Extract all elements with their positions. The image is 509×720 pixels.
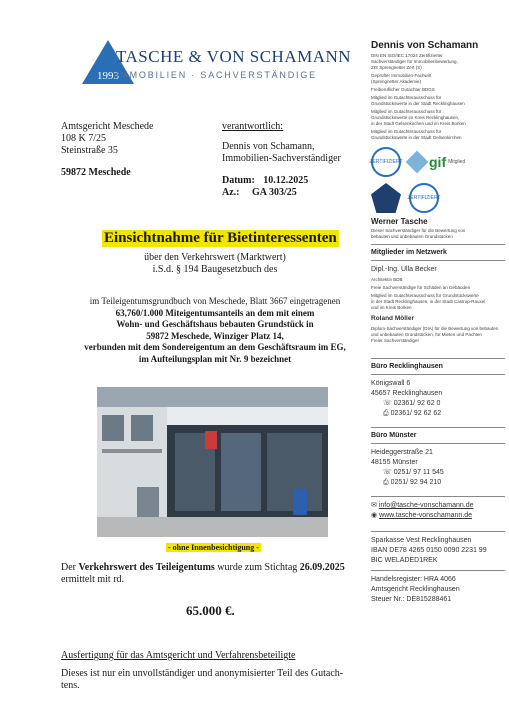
- subtitle-line-2: i.S.d. § 194 Baugesetzbuch des: [152, 264, 278, 275]
- property-photo-drawing: [97, 387, 328, 537]
- globe-icon: ◉: [371, 512, 378, 519]
- court-name: Amtsgericht Meschede: [61, 121, 154, 132]
- office2-phone: ☏ 0251/ 97 11 545: [383, 469, 444, 476]
- doc-reference: Az.: GA 303/25: [222, 187, 297, 198]
- desc-line-1: im Teileigentumsgrundbuch von Meschede, Blatt 3667 eingetragenen: [89, 296, 341, 306]
- network-heading: Mitglieder im Netzwerk: [371, 249, 447, 256]
- email-link[interactable]: ✉ info@tasche-vonschamann.de: [371, 502, 474, 509]
- title-sub: [60, 252, 370, 276]
- certification-seal-icon: ZERTIFIZIERT: [371, 147, 401, 177]
- responsible-role: Immobilien-Sachverständiger: [222, 153, 341, 164]
- seals-row-2: [371, 183, 505, 213]
- phone-icon: ☏: [383, 400, 392, 407]
- court-city: 59872 Meschede: [61, 167, 131, 178]
- market-value: 65.000 €.: [186, 603, 235, 618]
- note-line-1: Dieses ist nur ein unvollständiger und anonymisierter Teil des Gutach-: [61, 668, 344, 679]
- member-2: Roland Möller: [371, 315, 414, 322]
- sidebar-werner: Werner Tasche: [371, 217, 428, 226]
- court-address: [61, 121, 153, 179]
- desc-line-5: verbunden mit dem Sondereigentum an dem Geschäftsraum im EG,: [84, 342, 346, 352]
- subtitle-line-1: über den Verkehrswert (Marktwert): [144, 252, 286, 263]
- desc-line-3: Wohn- und Geschäftshaus bebauten Grundstück in: [116, 319, 314, 329]
- sidebar: Dennis von Schamann DIN EN ISO/IEC 17024 Zertifizierter Sachverständiger für Immobilienbewertung, ZIS Sprengnetter Zert (S) Geprüfter Immobilien-Fachwirt (Sprengnetter Akademie) Freiberuflicher Gutachter BDGS Mitglied im Gutachterausschuss für Grundstückswerte in der Stadt Recklinghausen Mitglied im Gutachterausschuss für Grundstückswerte im Kreis Recklinghausen, in der Stadt Gelsenkirchen und im Kreis Borken Mitglied im Gutachterausschuss für Grundstückswerte in der Stadt Gelsenkirchen ZERTIFIZIERT gif Mitglied ZERTIFIZIERT Werner Tasche Dieser Sachverständiger für die Bewertung von bebauten und unbebauten Grundstücken Mitglieder im Netzwerk Dipl.-Ing. Ulla Becker Architektin BDB Freie Sachverständige für Schäden an Gebäuden Mitglied im Gutachterausschuss für Grundstückswerte in der Stadt Recklinghausen, in der Stadt Castrop-Rauxel und im Kreis Borken Roland Möller Diplom-Sachverständiger (DIA) für die Bewertung von bebauten und unbebauten Grundstücken, für Mieten und Pachten Freier Sachverständiger Büro Recklinghausen Königswall 6 45657 Recklinghausen ☏ 02361/ 92 62 0 ⎙ 02361/ 92 62 62 Büro Münster Heideggerstraße 21 48155 Münster ☏ 0251/ 97 11 545 ⎙ 0251/ 92 94 210 ✉ info@tasche-vonschamann.de ◉ www.tasche-vonschamann.de Sparkasse Vest Recklinghausen IBAN DE78 4265 0150 0090 2231 99 BIC WELADED1REK Handelsregister: HRA 4066 Amtsgericht Recklinghausen Steuer Nr.: DE815288461: [371, 40, 505, 605]
- desc-line-2: 63,760/1.000 Miteigentumsanteils an dem mit einem: [115, 307, 315, 318]
- value-statement: Der Verkehrswert des Teileigentums wurde zum Stichtag 26.09.2025 ermittelt mit rd.: [61, 562, 361, 586]
- sidebar-name: Dennis von Schamann: [371, 40, 479, 51]
- office1-fax: ⎙ 02361/ 92 62 62: [383, 410, 442, 417]
- responsible-label: verantwortlich:: [222, 121, 284, 132]
- logo-name: TASCHE & VON SCHAMANN: [116, 47, 352, 66]
- value-statement-line-2: ermittelt mit rd.: [61, 574, 125, 585]
- gif-logo: gif Mitglied: [409, 154, 465, 170]
- doc-date: Datum: 10.12.2025: [222, 175, 309, 186]
- responsible-block: [222, 121, 341, 199]
- sidebar-credentials: DIN EN ISO/IEC 17024 Zertifizierter Sachverständiger für Immobilienbewertung, ZIS Sprengnetter Zert (S) Geprüfter Immobilien-Fachwirt (Sprengnetter Akademie) Freiberuflicher Gutachter BDGS Mitglied im Gutachterausschuss für Grundstückswerte in der Stadt Recklinghausen Mitglied im Gutachterausschuss für Grundstückswerte im Kreis Recklinghausen, in der Stadt Gelsenkirchen und im Kreis Borken Mitglied im Gutachterausschuss für Grundstückswerte in der Stadt Gelsenkirchen: [371, 53, 466, 140]
- copy-note: Ausfertigung für das Amtsgericht und Verfahrensbeteiligte: [61, 650, 296, 661]
- fax-icon: ⎙: [383, 410, 389, 417]
- anonymized-note: [61, 668, 361, 692]
- desc-line-4: 59872 Meschede, Winziger Platz 14,: [146, 330, 284, 341]
- office2-fax: ⎙ 0251/ 92 94 210: [383, 479, 442, 486]
- office1-phone: ☏ 02361/ 92 62 0: [383, 400, 441, 407]
- note-line-2: tens.: [61, 680, 80, 691]
- cube-icon: [406, 151, 429, 174]
- email-icon: ✉: [371, 502, 377, 509]
- logo-subtitle: IMMOBILIEN · SACHVERSTÄNDIGE: [116, 70, 317, 80]
- member-1: Dipl.-Ing. Ulla Becker: [371, 266, 437, 273]
- web-link[interactable]: ◉ www.tasche-vonschamann.de: [371, 512, 473, 519]
- property-description: [54, 296, 376, 365]
- seals-row-1: [371, 147, 505, 177]
- document-title: Einsichtnahme für Bietinteressenten: [104, 230, 337, 246]
- property-photo: [97, 387, 328, 537]
- photo-caption: - ohne Innenbesichtigung -: [168, 543, 259, 552]
- desc-line-6: im Aufteilungsplan mit Nr. 9 bezeichnet: [138, 353, 292, 364]
- logo-year: 1993: [97, 70, 119, 82]
- office-muenster: Büro Münster: [371, 432, 417, 439]
- pentagon-logo-icon: [371, 183, 401, 213]
- responsible-name: Dennis von Schamann,: [222, 141, 315, 152]
- court-file: 108 K 7/25: [61, 133, 106, 144]
- office-recklinghausen: Büro Recklinghausen: [371, 363, 443, 370]
- phone-icon: ☏: [383, 469, 392, 476]
- fax-icon: ⎙: [383, 479, 389, 486]
- court-street: Steinstraße 35: [61, 145, 118, 156]
- sprengnetter-seal-icon: ZERTIFIZIERT: [409, 183, 439, 213]
